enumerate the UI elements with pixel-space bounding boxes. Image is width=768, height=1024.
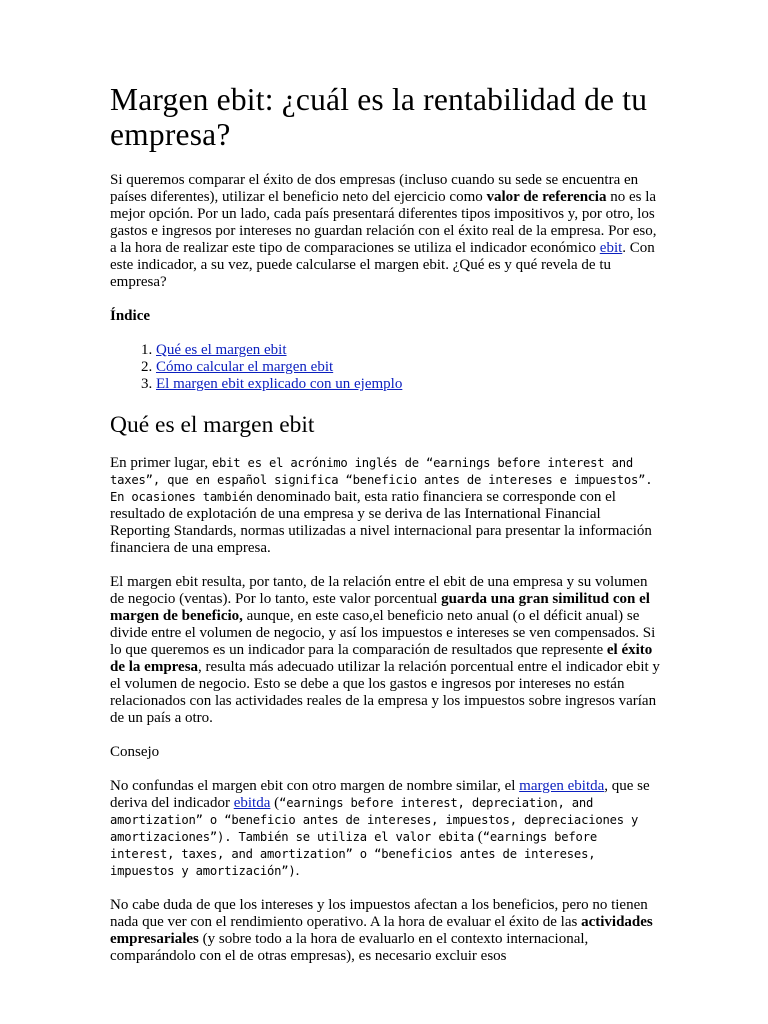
interest-bold-1: actividades empresariales	[110, 914, 653, 947]
toc-item	[156, 376, 660, 393]
intro-paragraph	[110, 172, 660, 291]
toc-link-ejemplo[interactable]: El margen ebit explicado con un ejemplo	[156, 376, 403, 392]
margin-bold-1: guarda una gran similitud con el margen de beneficio,	[110, 591, 650, 624]
toc-link-como-calcular[interactable]: Cómo calcular el margen ebit	[156, 359, 334, 375]
margin-text-2: aunque, en este caso,el beneficio neto anual (o el déficit anual) se divide entre el volumen de negocio, y así los impuestos e intereses se ven compensados. Si lo que queremos es un indicador para la comparación de resultados que represente	[110, 608, 656, 658]
tip-paragraph	[110, 778, 660, 880]
intro-text-2: no es la mejor opción. Por un lado, cada país presentará diferentes tipos impositivos y, por otro, los gastos e ingresos por intereses no guardan relación con el éxito real de la empresa. Por eso, a la hora de realizar este tipo de comparaciones se utiliza el indicador económico	[110, 189, 657, 256]
definition-paragraph	[110, 455, 660, 557]
index-heading: Índice	[110, 308, 151, 324]
toc-item	[156, 359, 660, 376]
tip-text-1: No confundas el margen ebit con otro margen de nombre similar, el	[110, 778, 520, 794]
definition-text-1: En primer lugar,	[110, 455, 212, 471]
margin-bold-2: el éxito de la empresa	[110, 642, 653, 675]
interest-text-1: No cabe duda de que los intereses y los impuestos afectan a los beneficios, pero no tienen nada que ver con el rendimiento operativo. A la hora de evaluar el éxito de las	[110, 897, 648, 930]
definition-mono-text: ebit es el acrónimo inglés de “earnings before interest and taxes”, que en español significa “beneficio antes de intereses e impuestos”. En ocasiones también	[110, 456, 653, 504]
interest-text-2: (y sobre todo a la hora de evaluarlo en el contexto internacional, comparándolo con el de otras empresas), es necesario excluir esos	[110, 931, 589, 964]
tip-mono-text-1: “earnings before interest, depreciation, and amortization” o “beneficio antes de intereses, impuestos, depreciaciones y amortizaciones”). También se utiliza el valor ebita	[110, 796, 639, 844]
margin-text-3: , resulta más adecuado utilizar la relación porcentual entre el indicador ebit y el volumen de negocio. Esto se debe a que los gastos e ingresos por intereses no están relacionados con las actividades reales de la empresa y los impuestos sobre ingresos varían de un país a otro.	[110, 659, 660, 726]
section-heading-que-es: Qué es el margen ebit	[110, 412, 315, 438]
intro-bold-reference-value: valor de referencia	[486, 189, 607, 205]
intro-text-3: . Con este indicador, a su vez, puede calcularse el margen ebit. ¿Qué es y qué revela de tu empresa?	[110, 240, 655, 290]
margin-text-1: El margen ebit resulta, por tanto, de la relación entre el ebit de una empresa y su volumen de negocio (ventas). Por lo tanto, este valor porcentual	[110, 574, 648, 607]
toc-link-que-es[interactable]: Qué es el margen ebit	[156, 342, 287, 358]
tip-text-5: .	[295, 863, 300, 879]
definition-text-2: denominado bait, esta ratio financiera se corresponde con el resultado de explotación de una empresa y se deriva de las International Financial Reporting Standards, normas utilizadas a nivel internacional para presentar la información financiera de una empresa.	[110, 489, 652, 556]
interest-paragraph	[110, 897, 660, 965]
tip-label: Consejo	[110, 744, 160, 760]
margen-ebitda-link[interactable]: margen ebitda	[519, 778, 605, 794]
article	[110, 82, 660, 965]
tip-mono-text-2: “earnings before interest, taxes, and amortization” o “beneficios antes de intereses, impuestos y amortización”)	[110, 830, 597, 878]
tip-text-4: (	[474, 829, 483, 845]
tip-text-3: (	[270, 795, 280, 811]
ebit-link[interactable]: ebit	[599, 240, 623, 256]
article-title: Margen ebit: ¿cuál es la rentabilidad de tu empresa?	[110, 82, 648, 152]
toc-item	[156, 342, 660, 359]
intro-text-1: Si queremos comparar el éxito de dos empresas (incluso cuando su sede se encuentra en países diferentes), utilizar el beneficio neto del ejercicio como	[110, 172, 639, 205]
ebitda-link[interactable]: ebitda	[233, 795, 271, 811]
table-of-contents	[110, 342, 660, 393]
margin-paragraph	[110, 574, 660, 727]
tip-text-2: , que se deriva del indicador	[110, 778, 650, 811]
